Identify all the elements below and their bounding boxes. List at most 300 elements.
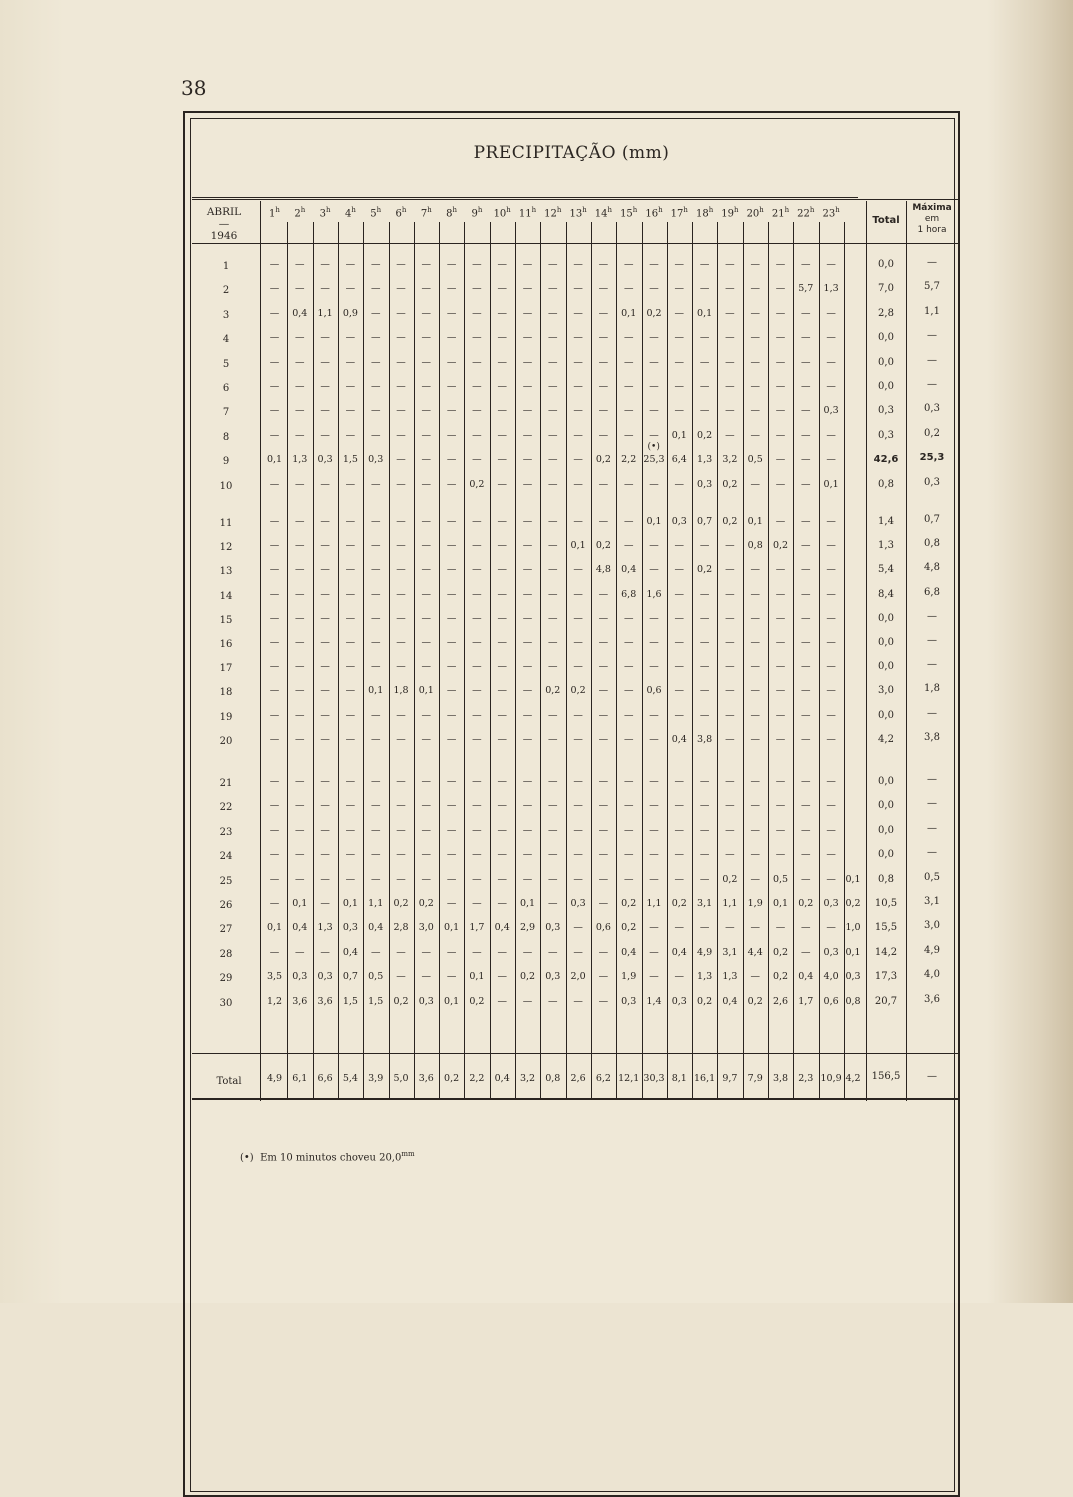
hour-value: — — [674, 613, 685, 624]
hour-value: — — [497, 637, 507, 648]
hour-value: 0,2 — [772, 947, 789, 958]
day-total: 0,0 — [878, 637, 894, 648]
day-max: 0,2 — [924, 428, 940, 439]
max-header-line1: Máxima — [912, 203, 952, 213]
hour-value: — — [573, 259, 583, 270]
hour-value: — — [522, 734, 533, 745]
day-label: 6 — [222, 383, 230, 394]
hour-value: 3,6 — [317, 996, 333, 1007]
hour-value: 0,1 — [469, 971, 485, 982]
hour-value: — — [725, 564, 735, 575]
hour-value: — — [801, 357, 811, 368]
hour-value: — — [320, 661, 330, 672]
hour-value: — — [522, 825, 533, 836]
hour-value: — — [370, 776, 381, 787]
hour-suffix: h — [708, 206, 714, 214]
day-total: 0,0 — [878, 332, 894, 343]
hour-value: — — [649, 540, 659, 551]
hour-suffix: h — [658, 206, 663, 214]
hour-value: — — [573, 357, 583, 368]
hour-value: — — [725, 589, 735, 600]
hour-value: — — [750, 308, 760, 319]
hour-value: — — [548, 800, 558, 811]
hour-value: 0,2 — [545, 685, 561, 696]
hour-value: 1,7 — [469, 922, 485, 933]
hour-total: 16,1 — [694, 1073, 716, 1084]
hour-value: — — [370, 589, 381, 600]
hour-value: — — [775, 430, 786, 441]
hour-value: — — [497, 332, 507, 343]
hour-total: 2,6 — [570, 1073, 586, 1084]
day-label: 8 — [222, 432, 230, 443]
hour-value: — — [623, 800, 634, 811]
hour-value: — — [295, 637, 305, 648]
hour-value: — — [421, 637, 432, 648]
hour-value: 1,3 — [823, 283, 839, 294]
hour-value: — — [801, 516, 811, 527]
hour-value: — — [446, 259, 457, 270]
hour-value: — — [269, 685, 280, 696]
hour-value: — — [750, 430, 760, 441]
hour-value: — — [345, 332, 356, 343]
hour-value: — — [396, 825, 406, 836]
hour-value: — — [573, 947, 583, 958]
note-mark: (•) — [647, 442, 660, 452]
hour-value: 0,2 — [697, 564, 713, 575]
hour-value: — — [598, 357, 609, 368]
hour-value: — — [699, 849, 710, 860]
hour-value: — — [548, 381, 558, 392]
hour-value: — — [345, 800, 356, 811]
hour-value: — — [497, 971, 507, 982]
hour-value: — — [623, 357, 634, 368]
hour-value: — — [446, 283, 457, 294]
hour-value: — — [497, 259, 507, 270]
hour-value: 1,5 — [368, 996, 384, 1007]
hour-suffix: h — [809, 206, 815, 214]
day-total: 0,0 — [878, 613, 894, 624]
day-max: 5,7 — [924, 281, 940, 292]
hour-header: 2$^h$ — [294, 206, 306, 220]
hour-value: 0,2 — [519, 971, 536, 982]
hour-value: 0,4 — [621, 564, 637, 575]
hour-value: — — [396, 710, 406, 721]
hour-value: — — [295, 479, 305, 490]
page-number: 38 — [181, 76, 207, 100]
day-total: 0,0 — [878, 825, 894, 836]
hour-value: — — [269, 308, 280, 319]
day-max: — — [927, 257, 937, 268]
day-total: 10,5 — [874, 898, 898, 909]
hour-value: — — [497, 405, 507, 416]
hour-total: 0,8 — [545, 1073, 561, 1084]
hour-value: — — [446, 637, 457, 648]
hour-value: 1,1 — [722, 898, 738, 909]
hour-value: — — [623, 637, 634, 648]
hour-value: — — [649, 849, 659, 860]
hour-value: — — [446, 430, 457, 441]
hour-value: — — [269, 874, 280, 885]
day-total: 7,0 — [878, 283, 894, 294]
day-total: 20,7 — [874, 996, 898, 1007]
day-max: — — [927, 798, 937, 809]
max-header — [906, 203, 958, 236]
hour-value: — — [674, 540, 685, 551]
day-total: 0,0 — [878, 800, 894, 811]
hour-value: — — [396, 479, 406, 490]
hour-value: — — [699, 540, 710, 551]
day-label: 12 — [219, 542, 233, 553]
hour-value: — — [801, 479, 811, 490]
hour-value: — — [674, 971, 685, 982]
hour-value: — — [345, 661, 356, 672]
hour-header: 19$^h$ — [721, 206, 739, 220]
hour-value: — — [674, 259, 685, 270]
hour-value: — — [573, 381, 583, 392]
hour-value: — — [725, 825, 735, 836]
hour-value: 3,6 — [292, 996, 308, 1007]
hour-header: 22$^h$ — [797, 206, 815, 220]
hour-value: — — [573, 849, 583, 860]
hour-header: 23$^h$ — [822, 206, 840, 220]
hour-value: — — [345, 516, 356, 527]
hour-value: — — [345, 637, 356, 648]
hour-value: — — [320, 776, 330, 787]
max-header-line2: em — [924, 214, 940, 224]
hour-value: — — [548, 996, 558, 1007]
day-total: 0,0 — [878, 776, 894, 787]
hour-value: — — [623, 516, 634, 527]
hour-value: — — [598, 381, 609, 392]
hour-value: — — [573, 710, 583, 721]
hour-value: — — [345, 685, 356, 696]
hour-value: 0,4 — [292, 922, 308, 933]
hour-value: — — [522, 685, 533, 696]
hour-value: — — [826, 637, 836, 648]
hour-value: 1,3 — [697, 971, 713, 982]
hour-value: — — [801, 874, 811, 885]
hour-value: — — [522, 516, 533, 527]
hour-value: — — [396, 259, 406, 270]
hour-value: 0,3 — [621, 996, 637, 1007]
hour-value: — — [269, 849, 280, 860]
hour-value: — — [345, 283, 356, 294]
day-label: 4 — [222, 334, 230, 345]
hour-value: — — [573, 283, 583, 294]
hour-value: — — [472, 734, 482, 745]
hour-value: — — [725, 332, 735, 343]
hour-header: 13$^h$ — [569, 206, 587, 220]
hour-value: — — [548, 405, 558, 416]
hour-value: 1,5 — [342, 996, 358, 1007]
hour-value: 1,8 — [393, 685, 409, 696]
hour-value: — — [396, 332, 406, 343]
day-total: 0,0 — [878, 849, 894, 860]
hour-value: — — [801, 332, 811, 343]
hour-value: — — [649, 381, 659, 392]
hour-value: — — [497, 849, 507, 860]
day-max: — — [927, 708, 937, 719]
hour-value: — — [269, 661, 280, 672]
hour-value: 0,1 — [646, 516, 662, 527]
hour-value: — — [472, 613, 482, 624]
hour-value: — — [775, 589, 786, 600]
hour-value: — — [548, 874, 558, 885]
hour-value: — — [370, 637, 381, 648]
hour-value: — — [548, 332, 558, 343]
hour-value: 2,9 — [519, 922, 536, 933]
hour-value: — — [472, 685, 482, 696]
hour-value: — — [548, 849, 558, 860]
hour-value: — — [396, 564, 406, 575]
hour-value: 0,2 — [671, 898, 687, 909]
hour-value: — — [345, 734, 356, 745]
hour-total: 5,0 — [393, 1073, 409, 1084]
hour-value: — — [370, 308, 381, 319]
hour-value: — — [699, 283, 710, 294]
hour-value: — — [421, 849, 432, 860]
hour-value: — — [699, 800, 710, 811]
hour-value: 4,4 — [747, 947, 763, 958]
hour-value: — — [421, 479, 432, 490]
hour-total: 30,3 — [643, 1073, 665, 1084]
hour-value: — — [370, 825, 381, 836]
hour-value: — — [421, 283, 432, 294]
hour-header: 16$^h$ — [645, 206, 663, 220]
hour-value: — — [750, 479, 760, 490]
hour-total: 2,3 — [798, 1073, 814, 1084]
hour-value: 0,1 — [772, 898, 789, 909]
hour-total: 3,9 — [368, 1073, 384, 1084]
hour-value: — — [725, 430, 735, 441]
hour-value: — — [497, 381, 507, 392]
hour-value: — — [522, 283, 533, 294]
hour-header: 21$^h$ — [771, 206, 790, 220]
hour-total: 0,2 — [444, 1073, 460, 1084]
hour-value: — — [548, 825, 558, 836]
hour-value: — — [826, 661, 836, 672]
hour-value: — — [295, 589, 305, 600]
hour-value: — — [623, 710, 634, 721]
hour-value: — — [472, 283, 482, 294]
day-total: 14,2 — [874, 947, 898, 958]
hour-value: — — [522, 589, 533, 600]
hour-value: 0,1 — [823, 479, 839, 490]
hour-value: — — [623, 849, 634, 860]
hour-value: — — [269, 800, 280, 811]
day-max: 3,8 — [924, 732, 940, 743]
hour-value: — — [750, 849, 760, 860]
hour-total: 7,9 — [747, 1073, 763, 1084]
hour-value: — — [396, 430, 406, 441]
hour-value: — — [295, 613, 305, 624]
hour-total: 3,2 — [519, 1073, 536, 1084]
day-max: 25,3 — [919, 452, 945, 463]
hour-value: 2,8 — [393, 922, 409, 933]
hour-suffix: h — [531, 206, 537, 214]
hour-value: — — [649, 259, 659, 270]
day-max: — — [927, 379, 937, 390]
hour-value: — — [295, 825, 305, 836]
hour-value: — — [497, 613, 507, 624]
hour-value: — — [674, 685, 685, 696]
day-max: — — [927, 774, 937, 785]
hour-value: — — [623, 430, 634, 441]
hour-value: — — [497, 996, 507, 1007]
hour-value: — — [826, 922, 836, 933]
hour-value: — — [548, 357, 558, 368]
hour-value: — — [826, 613, 836, 624]
day-max: — — [927, 847, 937, 858]
day-max: — — [927, 611, 937, 622]
hour-total: 3,6 — [418, 1073, 434, 1084]
year-label: 1946 — [210, 230, 238, 242]
hour-value: — — [573, 516, 583, 527]
hour-value: — — [421, 540, 432, 551]
hour-value: — — [725, 800, 735, 811]
day-total: 0,0 — [878, 357, 894, 368]
hour-value: — — [421, 874, 432, 885]
hour-value: — — [522, 661, 533, 672]
hour-value: — — [750, 922, 760, 933]
hour-value: — — [421, 430, 432, 441]
hour-value: — — [446, 405, 457, 416]
day-label: 10 — [219, 481, 233, 492]
hour-suffix: h — [326, 206, 331, 214]
hour-value: — — [674, 332, 685, 343]
hour-value: — — [396, 734, 406, 745]
hour-value: — — [775, 332, 786, 343]
hour-value: 0,2 — [418, 898, 434, 909]
hour-value: — — [725, 357, 735, 368]
hour-value: — — [472, 564, 482, 575]
hour-value: 4,9 — [697, 947, 713, 958]
day-label: 11 — [219, 518, 233, 529]
hour-value: — — [548, 454, 558, 465]
hour-suffix: h — [351, 206, 356, 214]
hour-value: — — [421, 971, 432, 982]
hour-value: — — [573, 776, 583, 787]
day-label: 20 — [219, 736, 233, 747]
hour-value: — — [396, 776, 406, 787]
hour-value: — — [623, 874, 634, 885]
hour-value: 1,1 — [368, 898, 384, 909]
hour-value: — — [725, 637, 735, 648]
hour-value: — — [826, 734, 836, 745]
hour-value: — — [421, 613, 432, 624]
hour-value: — — [649, 661, 659, 672]
day-label: 13 — [219, 566, 233, 577]
hour-header: 11$^h$ — [518, 206, 537, 220]
hour-value: — — [345, 776, 356, 787]
hour-header: 4$^h$ — [344, 206, 356, 220]
hour-value: — — [522, 332, 533, 343]
hour-value: 0,9 — [342, 308, 358, 319]
hour-value: — — [472, 898, 482, 909]
hour-value: — — [699, 825, 710, 836]
hour-value: — — [446, 825, 457, 836]
hour-value: — — [801, 430, 811, 441]
hour-value: 0,7 — [342, 971, 358, 982]
hour-value: — — [725, 283, 735, 294]
hour-value: — — [699, 589, 710, 600]
hour-value: 0,8 — [747, 540, 763, 551]
hour-value: — — [370, 661, 381, 672]
hour-value: — — [801, 259, 811, 270]
hour-value: — — [750, 734, 760, 745]
hour-value: 0,4 — [621, 947, 637, 958]
hour-value: — — [699, 874, 710, 885]
hour-value: — — [801, 947, 811, 958]
hour-suffix: h — [632, 206, 638, 214]
day-max: 6,8 — [924, 587, 940, 598]
hour-value: — — [522, 849, 533, 860]
hour-value: — — [472, 357, 482, 368]
hour-value: — — [573, 661, 583, 672]
hour-value: — — [649, 332, 659, 343]
hour-value: — — [269, 589, 280, 600]
hour-value: 0,1 — [671, 430, 687, 441]
hour-value: — — [421, 589, 432, 600]
hour-value: — — [446, 540, 457, 551]
hour-value: — — [269, 405, 280, 416]
hour-value: — — [472, 259, 482, 270]
hour-value: — — [801, 800, 811, 811]
hour-value: — — [573, 996, 583, 1007]
hour-value: — — [649, 430, 659, 441]
hour-value: 3,2 — [722, 454, 738, 465]
hour-value: — — [522, 357, 533, 368]
day-total: 0,8 — [878, 874, 894, 885]
day-max: — — [927, 635, 937, 646]
hour-value: — — [775, 637, 786, 648]
hour-value: — — [573, 308, 583, 319]
hour-value: — — [725, 540, 735, 551]
hour-header: 17$^h$ — [670, 206, 688, 220]
hour-suffix: h — [506, 206, 511, 214]
hour-value: — — [396, 947, 406, 958]
hour-value: 0,2 — [697, 430, 713, 441]
hour-value: — — [497, 357, 507, 368]
hour-value: — — [623, 332, 634, 343]
hour-value: 0,4 — [798, 971, 814, 982]
hour-value: — — [598, 776, 609, 787]
hour-value: — — [446, 332, 457, 343]
hour-value-24: 0,2 — [845, 898, 861, 909]
day-label: 22 — [219, 802, 233, 813]
hour-value: — — [446, 849, 457, 860]
hour-value: — — [522, 430, 533, 441]
hour-value: 0,3 — [823, 405, 839, 416]
hour-value: — — [295, 685, 305, 696]
hour-value: — — [421, 710, 432, 721]
hour-value: — — [497, 283, 507, 294]
hour-suffix: h — [427, 206, 432, 214]
hour-value: — — [472, 308, 482, 319]
hour-value: — — [320, 405, 330, 416]
hour-value: — — [370, 734, 381, 745]
day-total: 0,0 — [878, 710, 894, 721]
hour-value: — — [345, 825, 356, 836]
hour-value: 3,8 — [697, 734, 713, 745]
hour-value: — — [649, 874, 659, 885]
hour-value: — — [598, 259, 609, 270]
hour-total: 10,9 — [820, 1073, 842, 1084]
hour-value: — — [801, 734, 811, 745]
hour-value: — — [750, 332, 760, 343]
hour-value: — — [750, 800, 760, 811]
max-header-line3: 1 hora — [917, 225, 947, 235]
